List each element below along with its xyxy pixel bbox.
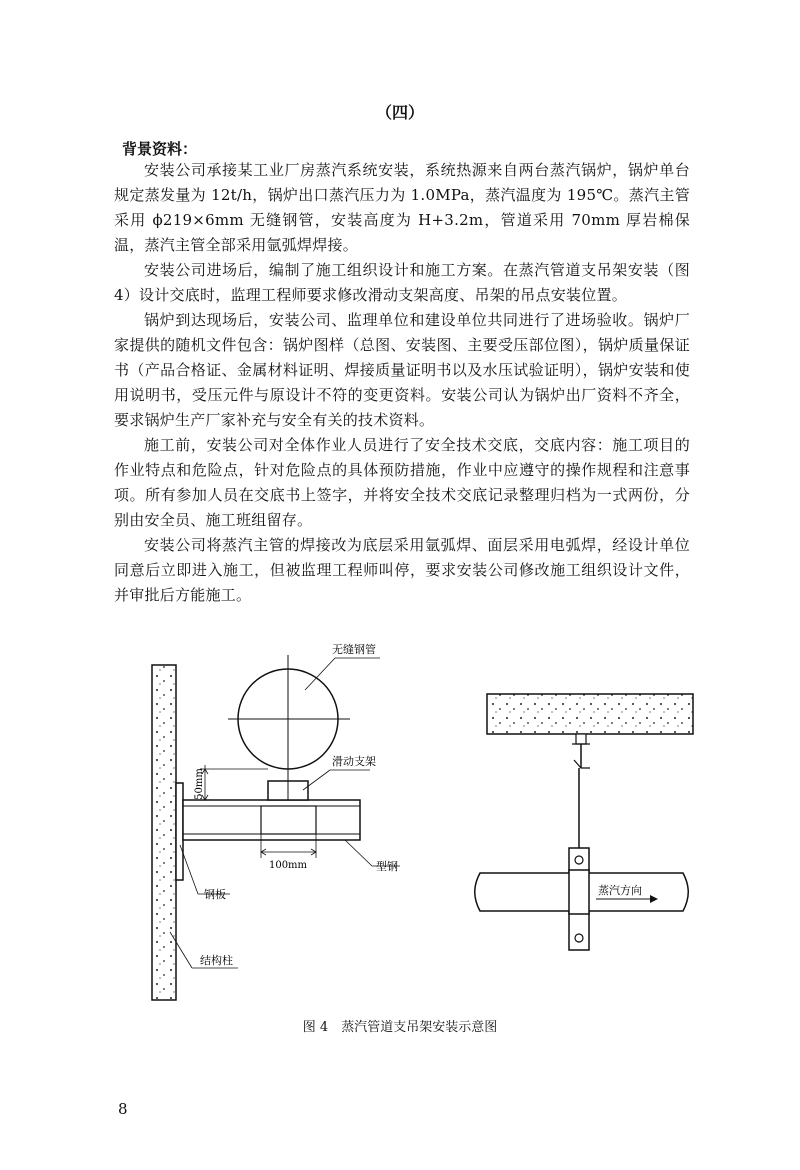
steel-plate <box>176 783 183 880</box>
paragraph-1: 安装公司承接某工业厂房蒸汽系统安装，系统热源来自两台蒸汽锅炉，锅炉单台规定蒸发量为 12t/h，锅炉出口蒸汽压力为 1.0MPa，蒸汽温度为 195℃。蒸汽主管采用 ϕ219×6mm 无缝钢管，安装高度为 H+3.2m，管道采用 70mm 厚岩棉保温，蒸汽主管全部采用氩弧焊焊接。 <box>114 161 690 254</box>
background-label: 背景资料： <box>122 140 198 158</box>
dim-100mm-label: 100mm <box>268 860 308 871</box>
paragraph-4: 施工前，安装公司对全体作业人员进行了安全技术交底，交底内容：施工项目的作业特点和危险点，针对危险点的具体预防措施，作业中应遵守的操作规程和注意事项。所有参加人员在交底书上签字，并将安全技术交底记录整理归档为一式两份，分别由安全员、施工班组留存。 <box>114 436 690 529</box>
support-hanger-figure <box>0 630 800 1010</box>
steel-plate-label: 钢板 <box>204 888 226 901</box>
paragraph-2: 安装公司进场后，编制了施工组织设计和施工方案。在蒸汽管道支吊架安装（图 4）设计交底时，监理工程师要求修改滑动支架高度、吊架的吊点安装位置。 <box>114 261 690 304</box>
seamless-pipe-label: 无缝钢管 <box>332 643 376 656</box>
sliding-support-diagram <box>152 642 400 1000</box>
page-number: 8 <box>118 1100 128 1118</box>
sliding-support-label: 滑动支架 <box>332 755 376 768</box>
ceiling-slab <box>487 694 693 734</box>
figure-caption: 图 4 蒸汽管道支吊架安装示意图 <box>302 1020 498 1035</box>
section-steel-label: 型钢 <box>376 860 398 873</box>
steam-direction-label: 蒸汽方向 <box>598 884 642 897</box>
dim-50mm-label: 50mm <box>194 768 205 800</box>
paragraph-3: 锅炉到达现场后，安装公司、监理单位和建设单位共同进行了进场验收。锅炉厂家提供的随机文件包含：锅炉图样（总图、安装图、主要受压部位图），锅炉质量保证书（产品合格证、金属材料证明、焊接质量证明书以及水压试验证明），锅炉安装和使用说明书，受压元件与原设计不符的变更资料。安装公司认为锅炉出厂资料不齐全，要求锅炉生产厂家补充与安全有关的技术资料。 <box>114 311 690 429</box>
structural-column <box>152 665 176 1000</box>
structural-column-label: 结构柱 <box>200 954 233 967</box>
hanger-diagram <box>475 694 693 950</box>
paragraph-5: 安装公司将蒸汽主管的焊接改为底层采用氩弧焊、面层采用电弧焊，经设计单位同意后立即进入施工，但被监理工程师叫停，要求安装公司修改施工组织设计文件，并审批后方能施工。 <box>114 536 690 604</box>
section-heading: （四） <box>375 103 424 122</box>
